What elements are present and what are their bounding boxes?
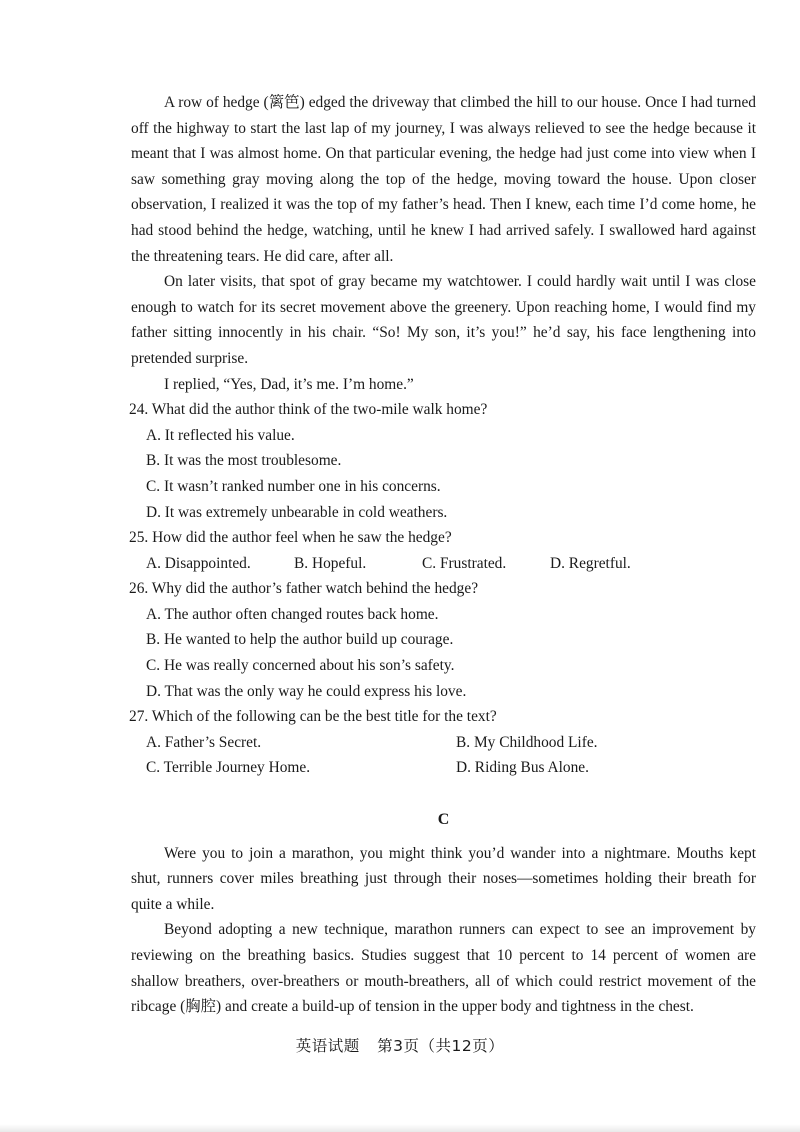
options-row: [131, 755, 756, 781]
option-a: A. It reflected his value.: [146, 426, 295, 444]
option-a: A. Disappointed.: [146, 554, 251, 572]
options-row: [131, 551, 756, 577]
option-b: B. He wanted to help the author build up courage.: [146, 631, 454, 649]
option-d: D. Regretful.: [550, 554, 631, 572]
option-c: C. He was really concerned about his son’s safety.: [146, 657, 455, 675]
option-c: C. It wasn’t ranked number one in his concerns.: [146, 477, 441, 495]
passage-paragraph: Were you to join a marathon, you might think you’d wander into a nightmare. Mouths kept shut, runners cover miles breathing just through their noses—sometimes holding their breath for quite a while.: [131, 844, 756, 913]
options-row: [131, 730, 756, 756]
passage-paragraph: A row of hedge (篱笆) edged the driveway that climbed the hill to our house. Once I had turned off the highway to start the last lap of my journey, I was always relieved to see the hedge because it meant that I was almost home. On that particular evening, the hedge had just come into view when I saw something gray moving along the top of the hedge, moving toward the house. Upon closer observation, I realized it was the top of my father’s head. Then I knew, each time I’d come home, he had stood behind the hedge, watching, until he knew I had arrived safely. I swallowed hard against the threatening tears. He did care, after all.: [131, 94, 756, 265]
passage-paragraph: Beyond adopting a new technique, marathon runners can expect to see an improvement by reviewing on the breathing basics. Studies suggest that 10 percent to 14 percent of women are shallow breathers, over-breathers or mouth-breathers, all of which could restrict movement of the ribcage (胸腔) and create a build-up of tension in the upper body and tightness in the chest.: [131, 921, 756, 1016]
footer-page-number: 第3页（共12页）: [377, 1037, 505, 1055]
question-24: [131, 397, 756, 525]
question-25: [131, 525, 756, 576]
option-a: A. The author often changed routes back home.: [146, 605, 439, 623]
passage-paragraph: On later visits, that spot of gray became my watchtower. I could hardly wait until I was close enough to watch for its secret movement above the greenery. Upon reaching home, I would find my father sitting innocently in his chair. “So! My son, it’s you!” he’d say, his face lengthening into pretended surprise.: [131, 273, 756, 367]
question-26: [131, 576, 756, 704]
option-d: D. Riding Bus Alone.: [456, 759, 589, 777]
option-d: D. That was the only way he could express his love.: [146, 682, 467, 700]
passage-c: [131, 841, 756, 1020]
section-heading: C: [437, 811, 450, 829]
option-c: C. Frustrated.: [422, 554, 507, 572]
question-stem: 26. Why did the author’s father watch behind the hedge?: [129, 580, 479, 598]
passage-b: [131, 90, 756, 397]
page-bottom-edge: [0, 1124, 800, 1132]
option-b: B. My Childhood Life.: [456, 733, 598, 751]
question-stem: 24. What did the author think of the two-mile walk home?: [129, 401, 488, 419]
question-27: [131, 704, 756, 781]
option-c: C. Terrible Journey Home.: [146, 759, 311, 777]
question-stem: 27. Which of the following can be the best title for the text?: [129, 708, 497, 726]
footer-subject: 英语试题: [295, 1037, 360, 1055]
page-footer: [0, 1034, 800, 1060]
option-d: D. It was extremely unbearable in cold weathers.: [146, 503, 448, 521]
passage-paragraph: I replied, “Yes, Dad, it’s me. I’m home.”: [164, 375, 414, 393]
option-a: A. Father’s Secret.: [146, 733, 262, 751]
option-b: B. It was the most troublesome.: [146, 452, 342, 470]
option-b: B. Hopeful.: [294, 554, 367, 572]
question-stem: 25. How did the author feel when he saw the hedge?: [129, 529, 452, 547]
